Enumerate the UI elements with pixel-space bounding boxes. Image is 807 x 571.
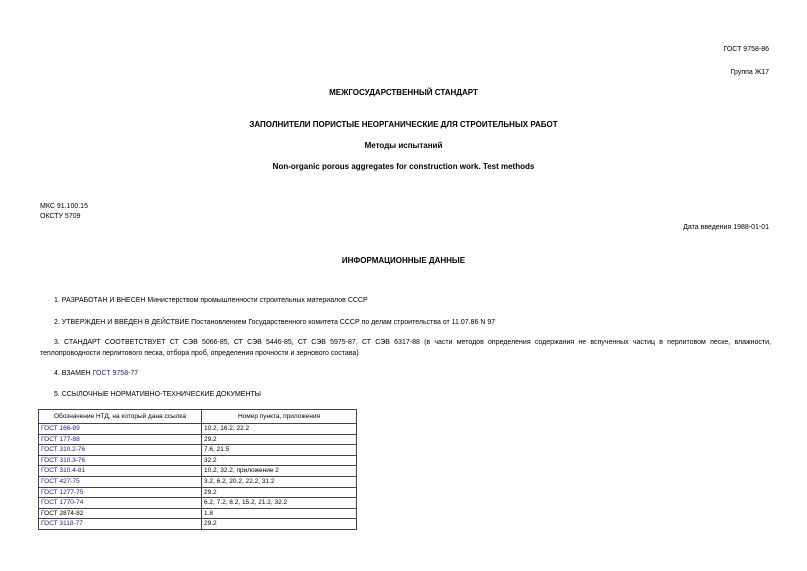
reference-points-cell: 1.8: [202, 508, 357, 519]
table-row: [39, 434, 357, 445]
reference-document-cell[interactable]: [39, 476, 202, 487]
reference-points-cell: 32.2: [202, 455, 357, 466]
document-title-en: Non-organic porous aggregates for construction work. Test methods: [272, 162, 535, 171]
reference-points-cell: 10.2, 32.2, приложение 2: [202, 466, 357, 477]
reference-document-link[interactable]: ГОСТ 1277-75: [41, 488, 84, 496]
reference-document-cell[interactable]: [39, 455, 202, 466]
reference-document-link[interactable]: ГОСТ 310.4-81: [41, 467, 86, 475]
table-row: [39, 519, 357, 530]
reference-document-link[interactable]: ГОСТ 427-75: [41, 477, 80, 485]
okstu-code: ОКСТУ 5709: [40, 213, 81, 220]
table-row: [39, 476, 357, 487]
reference-points-cell: 6.2, 7.2, 8.2, 15.2, 21.2, 32.2: [202, 498, 357, 509]
reference-document-link[interactable]: ГОСТ 310.2-76: [41, 446, 86, 454]
reference-document-cell[interactable]: [39, 424, 202, 435]
reference-document-cell[interactable]: [39, 445, 202, 456]
reference-points-cell: 7.6, 21.5: [202, 445, 357, 456]
info-item-4-prefix: 4. ВЗАМЕН: [54, 370, 93, 377]
intro-date: Дата введения 1988-01-01: [683, 224, 769, 231]
reference-document-link[interactable]: ГОСТ 1770-74: [41, 499, 84, 507]
document-code: ГОСТ 9758-86: [723, 46, 769, 53]
reference-document-link[interactable]: ГОСТ 3118-77: [41, 520, 83, 528]
info-item-1: 1. РАЗРАБОТАН И ВНЕСЕН Министерством промышленности строительных материалов СССР: [54, 297, 368, 304]
table-row: [39, 445, 357, 456]
reference-document-link[interactable]: ГОСТ 166-89: [41, 425, 80, 432]
reference-document-cell[interactable]: [39, 498, 202, 509]
document-group: Группа Ж17: [730, 69, 769, 76]
reference-points-cell: 29.2: [202, 487, 357, 498]
reference-document-cell[interactable]: [39, 434, 202, 445]
standard-type: МЕЖГОСУДАРСТВЕННЫЙ СТАНДАРТ: [329, 88, 478, 97]
reference-points-cell: 10.2, 16.2, 22.2: [202, 424, 357, 435]
reference-document-cell: [39, 508, 202, 519]
column-header-points: Номер пункта, приложения: [202, 410, 357, 424]
info-heading: ИНФОРМАЦИОННЫЕ ДАННЫЕ: [341, 256, 466, 265]
info-item-5: 5. ССЫЛОЧНЫЕ НОРМАТИВНО-ТЕХНИЧЕСКИЕ ДОКУМЕНТЫ: [54, 391, 261, 398]
document-title: ЗАПОЛНИТЕЛИ ПОРИСТЫЕ НЕОРГАНИЧЕСКИЕ ДЛЯ СТРОИТЕЛЬНЫХ РАБОТ: [249, 120, 558, 129]
column-header-document: Обозначение НТД, на который дана ссылка: [39, 410, 202, 424]
reference-document-link[interactable]: ГОСТ 310.3-76: [41, 456, 86, 464]
table-row: [39, 508, 357, 519]
reference-document-cell[interactable]: [39, 487, 202, 498]
reference-document-link[interactable]: ГОСТ 177-88: [41, 435, 80, 443]
info-item-4: [40, 368, 771, 379]
table-row: [39, 498, 357, 509]
reference-points-cell: 29.2: [202, 519, 357, 530]
table-row: [39, 487, 357, 498]
reference-document-text: ГОСТ 2874-82: [41, 509, 84, 517]
table-row: [39, 455, 357, 466]
mks-code: МКС 91.100.15: [40, 203, 88, 210]
table-header-row: [39, 410, 357, 424]
reference-document-cell[interactable]: [39, 519, 202, 530]
document-subtitle: Методы испытаний: [364, 141, 443, 150]
reference-points-cell: 3.2, 6.2, 20.2, 22.2, 31.2: [202, 476, 357, 487]
table-row: [39, 424, 357, 435]
reference-table-body: [39, 424, 357, 530]
table-row: [39, 466, 357, 477]
info-item-3: 3. СТАНДАРТ СООТВЕТСТВУЕТ СТ СЭВ 5066-85, СТ СЭВ 5446-85, СТ СЭВ 5975-87, СТ СЭВ 6317-88 (в части методов определения содержания не вспученных частиц в перлитовом песке, влажности, теплопроводности перлитового песка, отбора проб, определения прочности и зернового состава): [40, 339, 771, 357]
info-item-2: 2. УТВЕРЖДЕН И ВВЕДЕН В ДЕЙСТВИЕ Постановлением Государственного комитета СССР по делам строительства от 11.07.86 N 97: [54, 319, 496, 326]
reference-points-cell: 29.2: [202, 434, 357, 445]
reference-document-cell[interactable]: [39, 466, 202, 477]
reference-table: [38, 409, 357, 530]
replaced-standard-link[interactable]: ГОСТ 9758-77: [92, 370, 139, 377]
